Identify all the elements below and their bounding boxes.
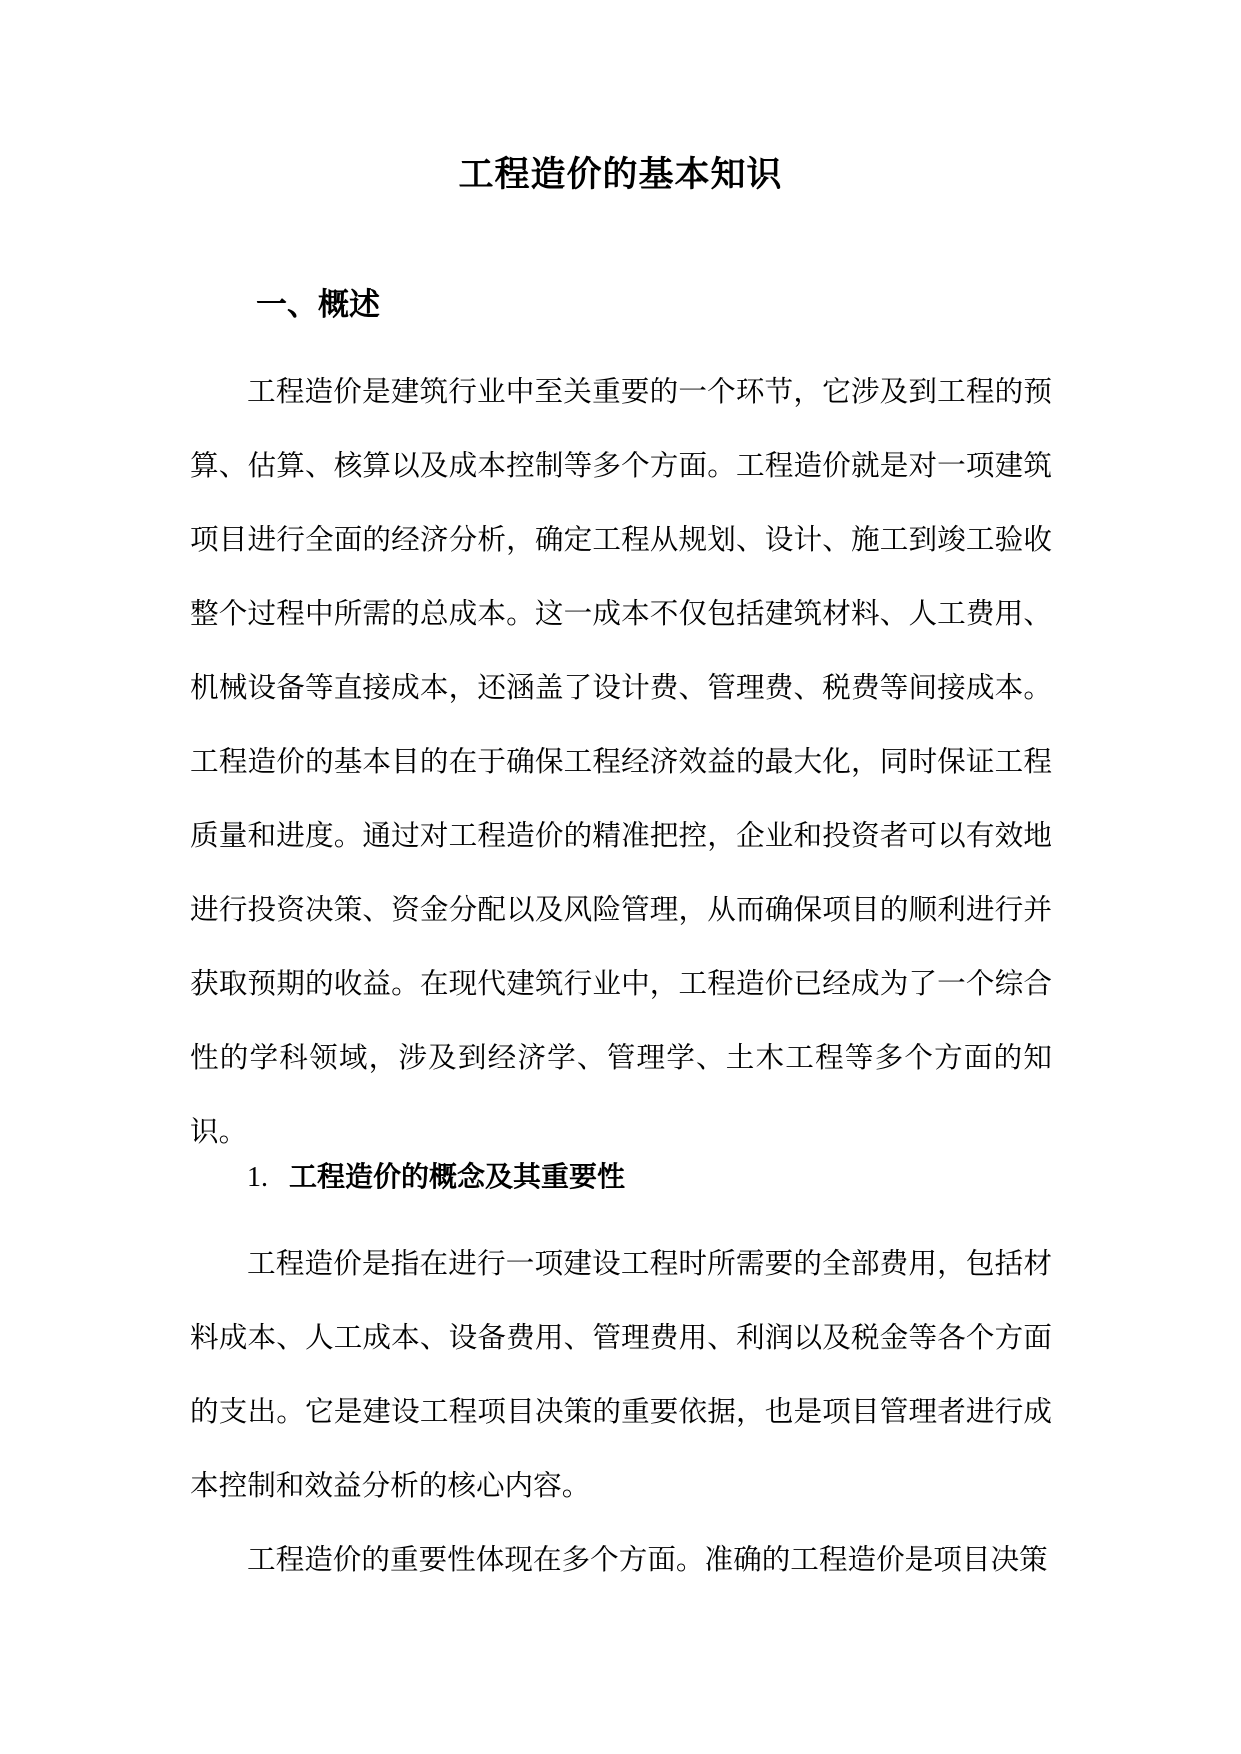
subsection-heading [247, 1157, 625, 1198]
subsection-heading-text: 工程造价的概念及其重要性 [289, 1160, 626, 1193]
document-title: 工程造价的基本知识 [458, 155, 783, 195]
importance-paragraph: 工程造价的重要性体现在多个方面。准确的工程造价是项目决策 [247, 1542, 1048, 1576]
section-heading-overview: 一、概述 [256, 287, 380, 323]
concept-paragraph: 工程造价是指在进行一项建设工程时所需要的全部费用，包括材料成本、人工成本、设备费用、管理费用、利润以及税金等各个方面的支出。它是建设工程项目决策的重要依据，也是项目管理者进行成本控制和效益分析的核心内容。 [190, 1246, 1052, 1502]
overview-paragraph: 工程造价是建筑行业中至关重要的一个环节，它涉及到工程的预算、估算、核算以及成本控制等多个方面。工程造价就是对一项建筑项目进行全面的经济分析，确定工程从规划、设计、施工到竣工验收整个过程中所需的总成本。这一成本不仅包括建筑材料、人工费用、机械设备等直接成本，还涵盖了设计费、管理费、税费等间接成本。工程造价的基本目的在于确保工程经济效益的最大化，同时保证工程质量和进度。通过对工程造价的精准把控，企业和投资者可以有效地进行投资决策、资金分配以及风险管理，从而确保项目的顺利进行并获取预期的收益。在现代建筑行业中，工程造价已经成为了一个综合性的学科领域，涉及到经济学、管理学、土木工程等多个方面的知识。 [190, 374, 1052, 1148]
subsection-number: 1. [247, 1162, 268, 1193]
